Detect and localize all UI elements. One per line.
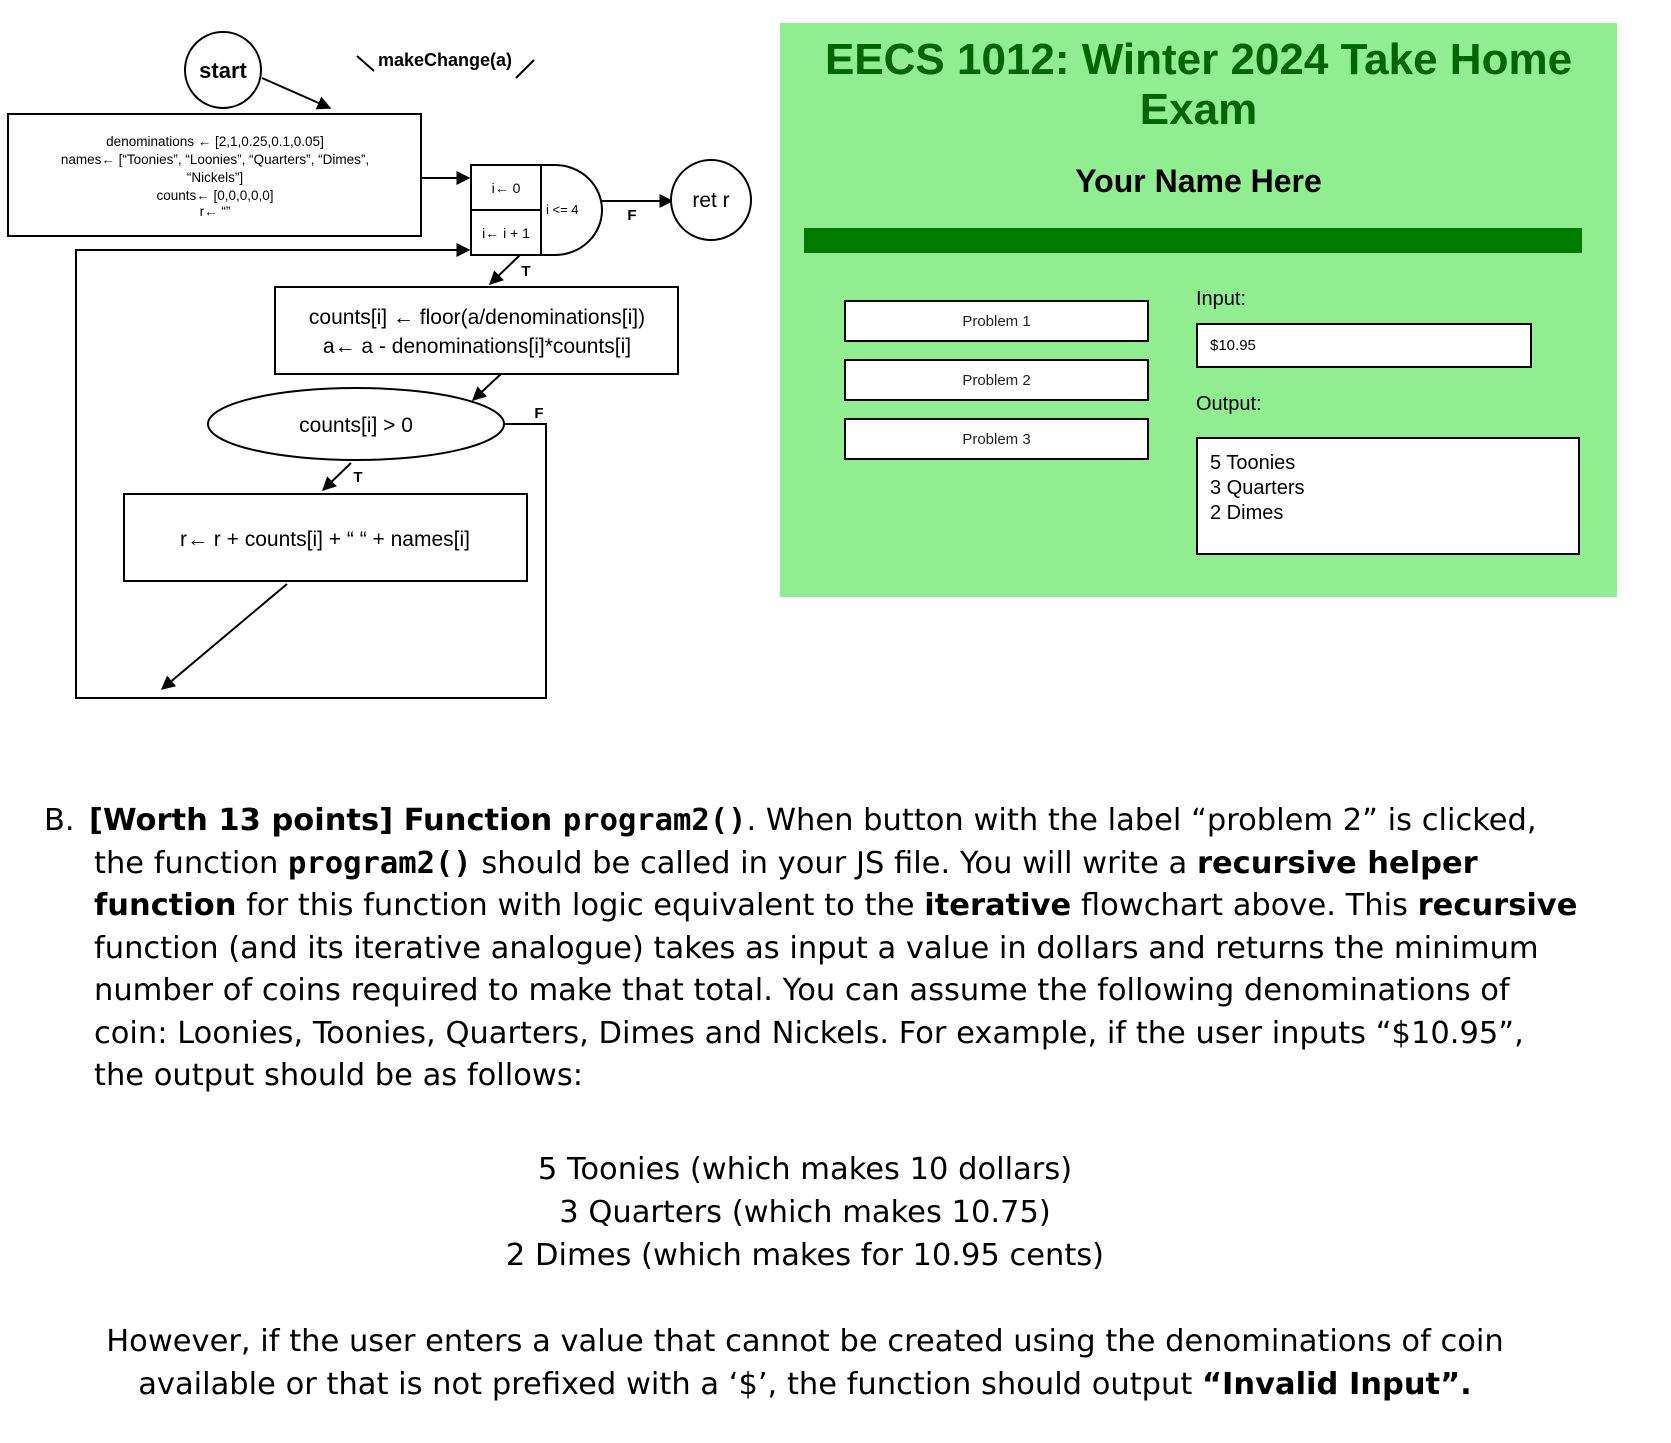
function-name-code-2: program2() [288, 845, 472, 881]
example-line-3: 2 Dimes (which makes for 10.95 cents) [505, 1238, 1105, 1273]
init-line-5: r← “” [199, 204, 231, 219]
note-line-1: However, if the user enters a value that cannot be created using the denominations of coin [106, 1324, 1504, 1359]
loop-false-label: F [627, 207, 637, 224]
problem-1-button[interactable]: Problem 1 [844, 300, 1149, 342]
question-line-6: coin: Loonies, Toonies, Quarters, Dimes and Nickels. For example, if the user inputs “$10.95”, [94, 1015, 1524, 1051]
question-worth: [Worth 13 points] Function [89, 803, 563, 838]
start-label: start [199, 58, 247, 83]
loop-true-arrow [490, 255, 520, 284]
question-line-3-b: flowchart above. This [1071, 888, 1418, 923]
flowchart [0, 0, 770, 720]
output-line-2: 3 Quarters [1210, 477, 1305, 499]
output-line-3: 2 Dimes [1210, 502, 1284, 524]
init-line-2: names← [“Toonies”, “Loonies”, “Quarters”, “Dimes”, [60, 152, 370, 167]
input-label: Input: [1196, 288, 1247, 310]
start-arrow [262, 78, 330, 108]
function-title: makeChange(a) [378, 50, 513, 70]
concat-return-arrow [162, 584, 287, 689]
question-line-7: the output should be as follows: [94, 1058, 583, 1093]
question-line-3-bold-1: function [94, 888, 237, 923]
body-line-1: counts[i] ← floor(a/denominations[i]) [308, 306, 646, 329]
question-line-2-b: should be called in your JS file. You will write a [471, 845, 1197, 881]
question-line-3-bold-3: recursive [1417, 888, 1578, 923]
function-name-code: program2() [562, 803, 747, 838]
question-line-2 [44, 843, 1584, 886]
exam-title-line-1: EECS 1012: Winter 2024 Take Home [824, 35, 1573, 84]
question-line-1 [44, 800, 1584, 843]
note-line-2-a: available or that is not prefixed with a ‘$’, the function should output [138, 1367, 1203, 1402]
invalid-input-text: “Invalid Input”. [1202, 1367, 1472, 1402]
init-line-4: counts← [0,0,0,0,0] [156, 188, 274, 203]
body-box [275, 287, 678, 374]
title-tick-left [357, 56, 374, 71]
invalid-input-note [0, 1320, 1610, 1406]
header-bar [804, 228, 1582, 253]
decision-true-label: T [353, 469, 363, 486]
question-line-2-a: the function [94, 845, 289, 881]
exam-ui-panel [780, 23, 1617, 597]
note-line-2 [0, 1363, 1610, 1406]
example-line-1: 5 Toonies (which makes 10 dollars) [537, 1152, 1073, 1187]
decision-true-arrow [323, 463, 351, 490]
decision-false-label: F [534, 405, 544, 422]
question-line-5: number of coins required to make that total. You can assume the following denominations of [94, 973, 1510, 1008]
output-area [1196, 437, 1580, 555]
loop-cond-label: i <= 4 [546, 202, 579, 217]
example-output [0, 1148, 1610, 1277]
question-line-4: function (and its iterative analogue) takes as input a value in dollars and returns the minimum [94, 930, 1539, 966]
student-name: Your Name Here [1075, 163, 1322, 199]
init-line-1: denominations ← [2,1,0.25,0.1,0.05] [106, 134, 324, 149]
question-label: B. [44, 803, 75, 838]
loop-init-label: i← 0 [491, 180, 521, 196]
exam-title-line-2: Exam [1139, 85, 1258, 134]
output-label: Output: [1196, 393, 1262, 415]
loop-inc-label: i← i + 1 [482, 225, 530, 241]
exam-title [780, 35, 1617, 135]
question-line-3 [44, 885, 1584, 928]
question-line-3-a: for this function with logic equivalent to the [236, 888, 925, 923]
question-line-2-bold: recursive helper [1196, 845, 1478, 881]
decision-label: counts[i] > 0 [299, 414, 413, 437]
init-line-3: “Nickels”] [186, 170, 244, 185]
problem-3-button[interactable]: Problem 3 [844, 418, 1149, 460]
input-field[interactable]: $10.95 [1196, 323, 1532, 368]
problem-2-button[interactable]: Problem 2 [844, 359, 1149, 401]
question-line-3-bold-2: iterative [924, 888, 1072, 923]
body-line-2: a← a - denominations[i]*counts[i] [322, 335, 632, 358]
concat-label: r← r + counts[i] + “ “ + names[i] [179, 528, 471, 551]
title-tick-right [516, 60, 534, 78]
loop-true-label: T [521, 263, 531, 280]
ret-label: ret r [692, 189, 730, 212]
output-line-1: 5 Toonies [1210, 452, 1296, 474]
example-line-2: 3 Quarters (which makes 10.75) [559, 1195, 1051, 1230]
question-b [44, 800, 1584, 1098]
body-to-decision-arrow [473, 374, 501, 400]
question-line-1-rest: . When button with the label “problem 2” is clicked, [746, 803, 1537, 838]
